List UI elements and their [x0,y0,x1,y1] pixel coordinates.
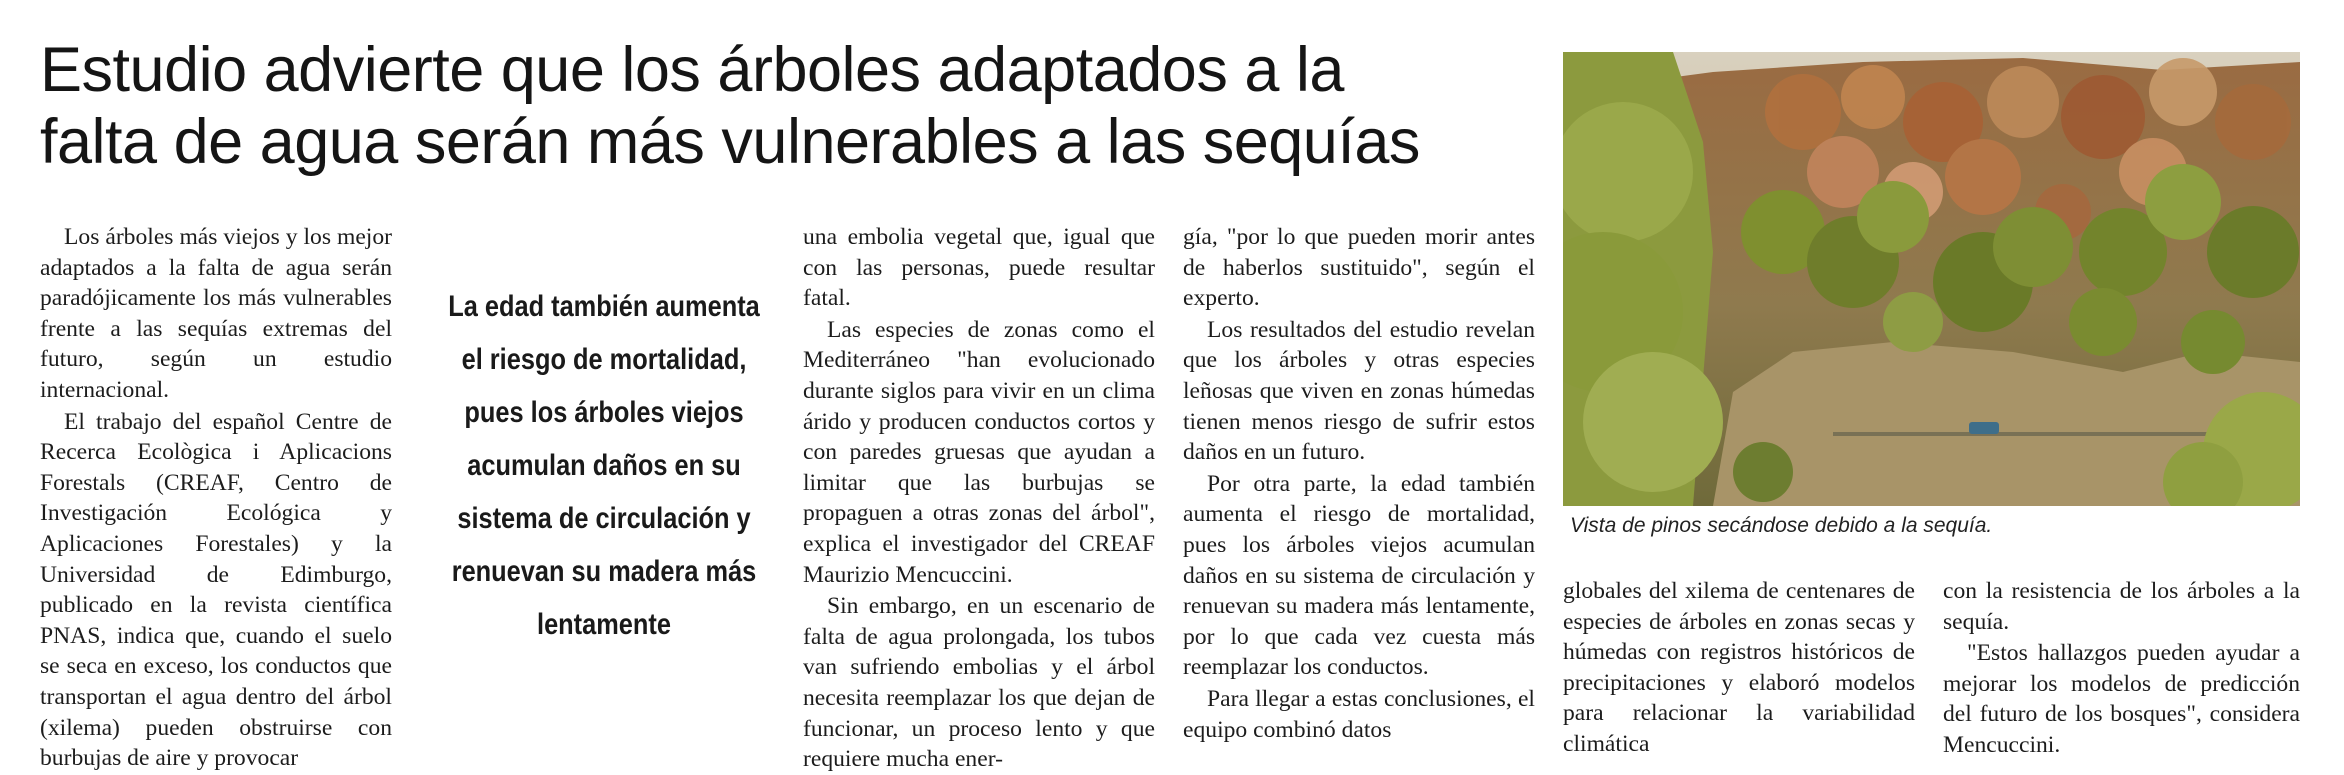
paragraph: con la resistencia de los árboles a la sequía. [1943,578,2300,635]
paragraph: Los resultados del estudio revelan que los árboles y otras especies leñosas que viven en zonas húmedas tienen menos riesgo de sufrir estos daños en un futuro. [1183,316,1535,466]
forest-photo [1563,52,2300,506]
headline-line-2: falta de agua serán más vulnerables a las sequías [40,107,1420,177]
paragraph: Por otra parte, la edad también aumenta el riesgo de mortalidad, pues los árboles viejos acumulan daños en su sistema de circulación y renuevan su madera más lentamente, por lo que cada vez cuesta más reemplazar los conductos. [1183,470,1535,681]
paragraph: El trabajo del español Centre de Recerca Ecològica i Aplicacions Forestals (CREAF, Centro de Investigación Ecológica y Aplicaciones Forestales) y la Universidad de Edimburgo, publicado en la revista científica PNAS, indica que, cuando el suelo se seca en exceso, los conductos que transportan el agua dentro del árbol (xilema) pueden obstruirse con burbujas de aire y provocar [40,408,392,772]
article-column-1 [40,222,392,774]
paragraph: globales del xilema de centenares de especies de árboles en zonas secas y húmedas con registros históricos de precipitaciones y elaboró modelos para relacionar la variabilidad climática [1563,578,1915,757]
article-column-2 [803,222,1155,775]
paragraph: Los árboles más viejos y los mejor adaptados a la falta de agua serán paradójicamente los más vulnerables frente a las sequías extremas del futuro, según un estudio internacional. [40,224,392,403]
headline-line-1: Estudio advierte que los árboles adaptados a la [40,35,1344,105]
article-column-3 [1183,222,1535,745]
paragraph: Sin embargo, en un escenario de falta de agua prolongada, los tubos van sufriendo embolias y el árbol necesita reemplazar los que dejan de funcionar, un proceso lento y que requiere mucha ener- [803,593,1155,773]
pull-quote: La edad también aumenta el riesgo de mortalidad, pues los árboles viejos acumulan daños en su sistema de circulación y renuevan su madera más lentamente [448,290,760,641]
paragraph: Para llegar a estas conclusiones, el equipo combinó datos [1183,685,1535,743]
forest-photo-image [1563,52,2300,506]
photo-caption: Vista de pinos secándose debido a la sequía. [1570,514,1993,537]
article-column-5 [1943,576,2300,761]
paragraph: gía, "por lo que pueden morir antes de haberlos sustituido", según el experto. [1183,224,1535,312]
paragraph: "Estos hallazgos pueden ayudar a mejorar los modelos de predicción del futuro de los bosques", considera Mencuccini. [1943,640,2300,758]
paragraph: Las especies de zonas como el Mediterráneo "han evolucionado durante siglos para vivir en un clima árido y producen conductos cortos y con paredes gruesas que ayudan a limitar que las burbujas se propaguen a otras zonas del árbol", explica el investigador del CREAF Maurizio Mencuccini. [803,316,1155,588]
article-column-4 [1563,576,1915,760]
headline [40,34,1540,178]
paragraph: una embolia vegetal que, igual que con las personas, puede resultar fatal. [803,224,1155,312]
